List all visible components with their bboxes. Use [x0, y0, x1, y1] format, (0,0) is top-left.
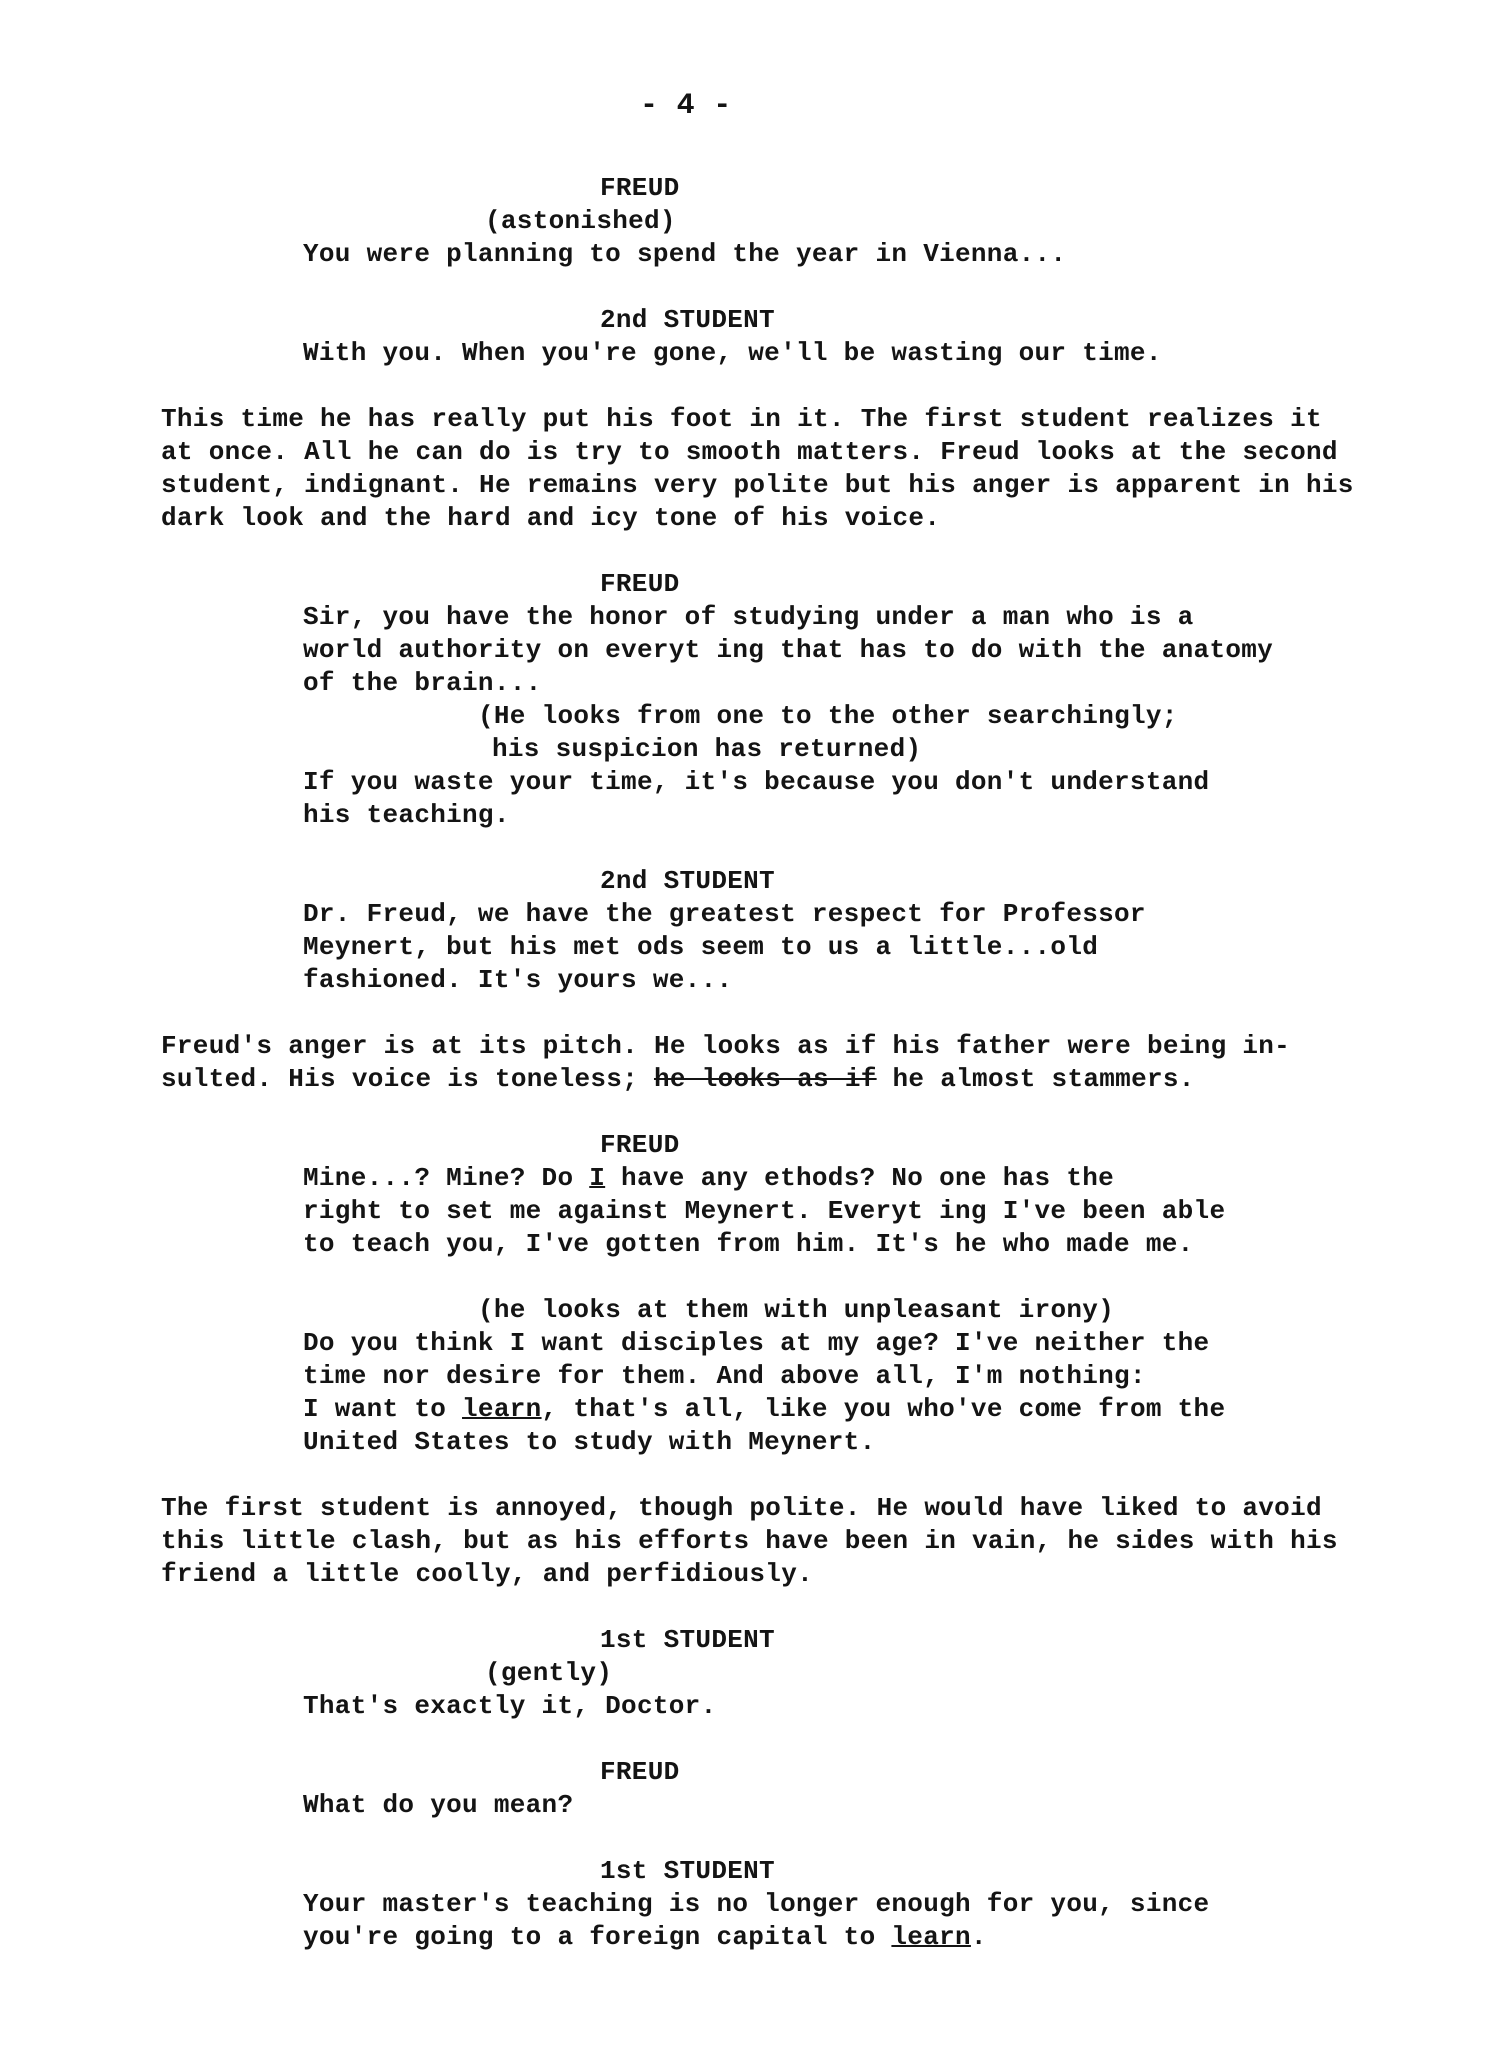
action-line: friend a little coolly, and perfidiously.	[161, 1559, 814, 1589]
dialogue-line: If you waste your time, it's because you don't understand	[303, 767, 1210, 797]
character-cue: 2nd STUDENT	[600, 305, 775, 335]
action-line: Freud's anger is at its pitch. He looks as if his father were being in-	[161, 1031, 1291, 1061]
action-line: this little clash, but as his efforts have been in vain, he sides with his	[161, 1526, 1338, 1556]
dialogue-text: .	[970, 1922, 987, 1952]
dialogue-line: That's exactly it, Doctor.	[303, 1691, 717, 1721]
dialogue-line	[303, 1393, 1225, 1426]
dialogue-line	[303, 1921, 987, 1954]
dialogue-line: United States to study with Meynert.	[303, 1427, 876, 1457]
parenthetical: (astonished)	[485, 206, 676, 236]
dialogue-line: Meynert, but his met ods seem to us a little...old	[303, 932, 1099, 962]
character-cue: FREUD	[600, 1130, 680, 1160]
action-line: This time he has really put his foot in it. The first student realizes it	[161, 404, 1322, 434]
dialogue-line: Sir, you have the honor of studying under a man who is a	[303, 602, 1194, 632]
action-line: dark look and the hard and icy tone of his voice.	[161, 503, 941, 533]
dialogue-line: With you. When you're gone, we'll be wasting our time.	[303, 338, 1162, 368]
action-line: student, indignant. He remains very polite but his anger is apparent in his	[161, 470, 1354, 500]
parenthetical: (he looks at them with unpleasant irony)	[478, 1295, 1115, 1325]
dialogue-line	[303, 1162, 1114, 1195]
dialogue-line: Dr. Freud, we have the greatest respect for Professor	[303, 899, 1146, 929]
character-cue: FREUD	[600, 1757, 680, 1787]
action-text: sulted. His voice is toneless;	[161, 1064, 654, 1094]
parenthetical: (He looks from one to the other searchingly;	[478, 701, 1178, 731]
parenthetical: his suspicion has returned)	[492, 734, 922, 764]
character-cue: FREUD	[600, 173, 680, 203]
action-line: The first student is annoyed, though polite. He would have liked to avoid	[161, 1493, 1322, 1523]
action-line	[161, 1063, 1195, 1096]
dialogue-line: What do you mean?	[303, 1790, 574, 1820]
dialogue-line: right to set me against Meynert. Everyt ing I've been able	[303, 1196, 1226, 1226]
dialogue-text: have any ethods? No one has the	[605, 1163, 1115, 1193]
dialogue-line: to teach you, I've gotten from him. It's he who made me.	[303, 1229, 1194, 1259]
parenthetical: (gently)	[485, 1658, 613, 1688]
dialogue-text: you're going to a foreign capital to	[303, 1922, 892, 1952]
dialogue-line: You were planning to spend the year in Vienna...	[303, 239, 1067, 269]
dialogue-line: Do you think I want disciples at my age? I've neither the	[303, 1328, 1210, 1358]
underlined-word: learn	[891, 1922, 971, 1952]
dialogue-line: of the brain...	[303, 668, 542, 698]
character-cue: 1st STUDENT	[600, 1625, 775, 1655]
underlined-word: learn	[462, 1394, 542, 1424]
dialogue-line: his teaching.	[303, 800, 510, 830]
character-cue: 1st STUDENT	[600, 1856, 775, 1886]
action-line: at once. All he can do is try to smooth matters. Freud looks at the second	[161, 437, 1338, 467]
dialogue-line: fashioned. It's yours we...	[303, 965, 733, 995]
dialogue-line: world authority on everyt ing that has to do with the anatomy	[303, 635, 1274, 665]
dialogue-text: , that's all, like you who've come from the	[541, 1394, 1226, 1424]
dialogue-text: I want to	[303, 1394, 463, 1424]
page-number: - 4 -	[640, 89, 732, 123]
struck-text: he looks as if	[653, 1064, 877, 1094]
underlined-word: I	[589, 1163, 606, 1193]
dialogue-line: Your master's teaching is no longer enough for you, since	[303, 1889, 1210, 1919]
dialogue-text: Mine...? Mine? Do	[303, 1163, 590, 1193]
action-text: he almost stammers.	[876, 1064, 1195, 1094]
dialogue-line: time nor desire for them. And above all, I'm nothing:	[303, 1361, 1146, 1391]
character-cue: 2nd STUDENT	[600, 866, 775, 896]
character-cue: FREUD	[600, 569, 680, 599]
